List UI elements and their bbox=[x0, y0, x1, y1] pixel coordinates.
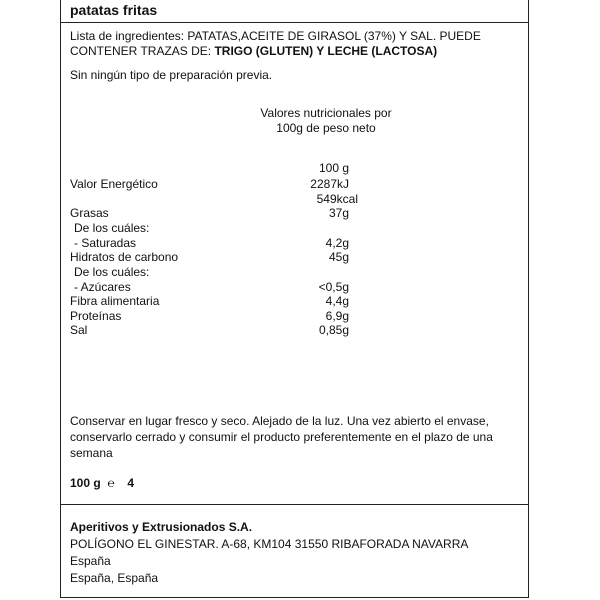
nutrition-value: 2287kJ bbox=[310, 177, 349, 191]
nutrition-label: - Saturadas bbox=[74, 236, 137, 250]
nutrition-value: <0,5g bbox=[318, 280, 349, 294]
nutrition-header-line-1: Valores nutricionales por bbox=[260, 106, 392, 120]
storage-line-3: semana bbox=[70, 446, 113, 460]
nutrition-label: Hidratos de carbono bbox=[70, 250, 179, 264]
nutrition-label: Fibra alimentaria bbox=[70, 294, 160, 308]
ingredients-line-1: Lista de ingredientes: PATATAS,ACEITE DE GIRASOL (37%) Y SAL. PUEDE bbox=[70, 29, 481, 43]
storage-line-1: Conservar en lugar fresco y seco. Alejado de la luz. Una vez abierto el envase, bbox=[70, 414, 489, 428]
storage-line-2: conservarlo cerrado y consumir el producto preferentemente en el plazo de una bbox=[70, 430, 493, 444]
net-weight: 100 g bbox=[70, 476, 101, 490]
units-count: 4 bbox=[127, 476, 135, 490]
nutrition-label: Valor Energético bbox=[70, 177, 158, 191]
nutrition-label: Sal bbox=[70, 323, 88, 337]
nutrition-label: De los cuáles: bbox=[74, 221, 150, 235]
company-country-2: España, España bbox=[70, 571, 159, 585]
nutrition-column-header: 100 g bbox=[318, 161, 349, 175]
nutrition-value: 37g bbox=[328, 206, 349, 220]
ingredients-prefix: CONTENER TRAZAS DE: bbox=[70, 44, 215, 58]
nutrition-label: Proteínas bbox=[70, 309, 122, 323]
company-name: Aperitivos y Extrusionados S.A. bbox=[70, 520, 253, 534]
nutrition-value: 4,4g bbox=[325, 294, 349, 308]
company-address: POLÍGONO EL GINESTAR. A-68, KM104 31550 RIBAFORADA NAVARRA bbox=[70, 537, 469, 551]
divider-top bbox=[61, 22, 528, 23]
divider-bottom bbox=[61, 504, 528, 505]
nutrition-value: 6,9g bbox=[325, 309, 349, 323]
company-country-1: España bbox=[70, 554, 111, 568]
product-title: patatas fritas bbox=[70, 2, 158, 18]
nutrition-value: 0,85g bbox=[318, 323, 349, 337]
nutrition-label: Grasas bbox=[70, 206, 109, 220]
nutrition-header-line-2: 100g de peso neto bbox=[276, 121, 376, 135]
allergens: TRIGO (GLUTEN) Y LECHE (LACTOSA) bbox=[214, 44, 438, 58]
nutrition-label: - Azúcares bbox=[74, 280, 131, 294]
label-frame bbox=[60, 0, 529, 598]
estimated-sign-icon: ℮ bbox=[107, 476, 115, 490]
preparation-text: Sin ningún tipo de preparación previa. bbox=[70, 68, 273, 82]
nutrition-label: De los cuáles: bbox=[74, 265, 150, 279]
nutrition-value: 549kcal bbox=[316, 192, 358, 206]
ingredients-line-2 bbox=[70, 44, 437, 58]
nutrition-value: 45g bbox=[328, 250, 349, 264]
nutrition-value: 4,2g bbox=[325, 236, 349, 250]
net-weight-row bbox=[70, 476, 134, 490]
